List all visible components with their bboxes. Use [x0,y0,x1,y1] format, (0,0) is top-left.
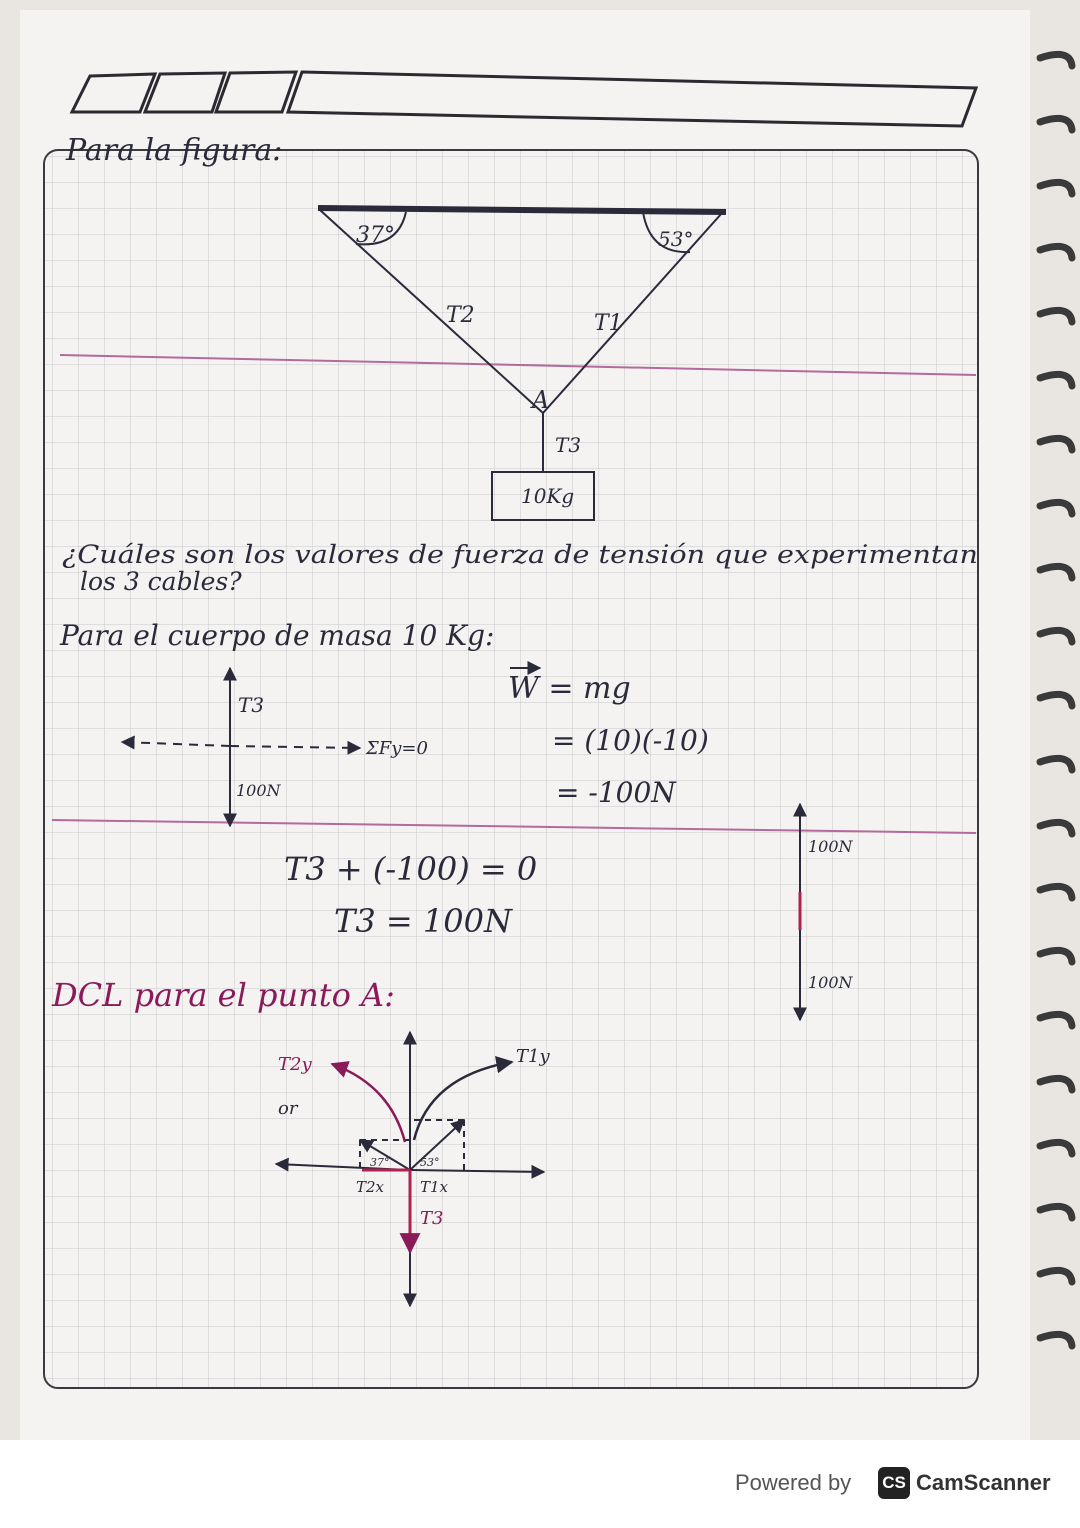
eq-weight: W = mg [508,671,631,706]
eq-sum-forces: T3 + (-100) = 0 [284,850,538,888]
ceiling [318,208,726,212]
eq-substitution: = (10)(-10) [552,724,709,757]
angle-37-label: 37° [356,223,395,248]
figure-heading: Para la figura: [66,133,283,168]
dcl-label-t2x: T2x [356,1178,385,1196]
dcl-label-t2y: T2y [278,1054,312,1075]
grid-area [44,150,978,1388]
dcl-label-t1y: T1y [516,1046,550,1067]
sum-fy-label: ΣFy=0 [366,738,428,759]
camscanner-brand: CamScanner [916,1470,1051,1495]
label-a: A [532,386,550,414]
label-t1: T1 [594,311,623,336]
body-heading: Para el cuerpo de masa 10 Kg: [60,619,495,652]
dcl-angle-37: 37° [370,1156,390,1169]
question-line-2: los 3 cables? [80,567,242,596]
fbd-t3-label: T3 [238,693,265,717]
question-line-1: ¿Cuáles son los valores de fuerza de tensión que experimentan [62,540,978,569]
label-t3: T3 [555,433,582,457]
spiral-binding [1040,54,1072,1346]
side-label-top: 100N [808,837,853,856]
dcl-label-t1x: T1x [420,1178,449,1196]
eq-weight-result: = -100N [556,776,676,809]
label-t2: T2 [446,303,475,328]
eq-t3-result: T3 = 100N [334,902,512,940]
side-label-bottom: 100N [808,973,853,992]
powered-by-text: Powered by [735,1470,852,1495]
camscanner-logo-icon: CS [878,1467,910,1499]
dcl-note-or: or [278,1098,298,1119]
block-mass-label: 10Kg [521,484,575,508]
dcl-angle-53: 53° [420,1156,440,1169]
dcl-label-t3: T3 [420,1208,444,1229]
fbd-weight-label: 100N [236,781,281,800]
dcl-heading: DCL para el punto A: [52,976,395,1014]
angle-53-label: 53° [658,227,694,251]
